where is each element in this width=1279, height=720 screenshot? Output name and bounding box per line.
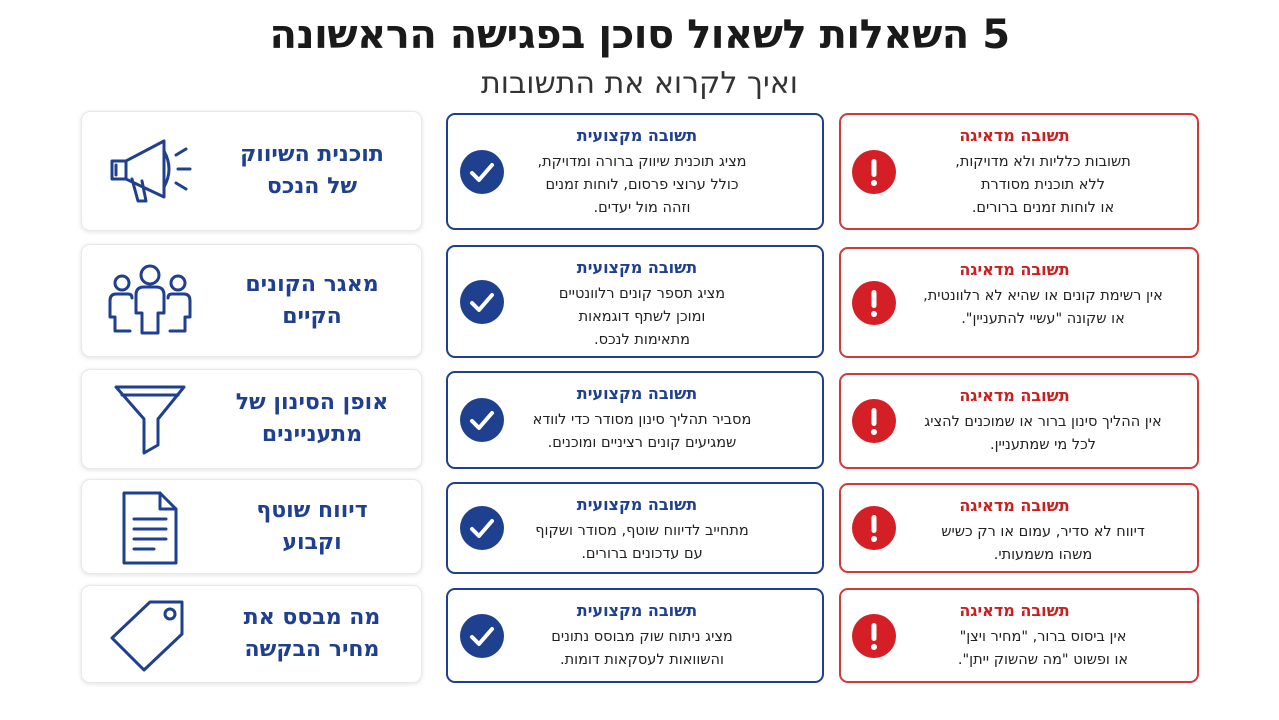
- question-title: דיווח שוטף וקבוע: [256, 497, 368, 555]
- professional-answer-card: [446, 113, 824, 230]
- checkmark-icon: [460, 398, 504, 442]
- checkmark-icon: [460, 280, 504, 324]
- professional-answer-label: תשובה מקצועית: [576, 126, 698, 145]
- professional-answer-text: מתחייב לדיווח שוטף, מסודר ושקוף עם עדכונים ברורים.: [535, 523, 749, 562]
- concerning-answer-card: [839, 373, 1199, 469]
- question-title: מה מבסס את מחיר הבקשה: [243, 605, 381, 662]
- concerning-answer-text: דיווח לא סדיר, עמום או רק כשיש משהו משמעותי.: [941, 524, 1145, 563]
- professional-answer-text: מציג תספר קונים רלוונטיים ומוכן לשתף דוגמאות מתאימות לנכס.: [558, 286, 726, 348]
- checkmark-icon: [460, 150, 504, 194]
- exclamation-icon: [852, 506, 896, 550]
- megaphone-icon: [104, 131, 196, 211]
- question-row: [0, 479, 1279, 575]
- concerning-answer-card: [839, 483, 1199, 573]
- professional-answer-card: [446, 482, 824, 574]
- question-row: [0, 244, 1279, 358]
- concerning-answer-card: [839, 588, 1199, 683]
- question-card: [81, 585, 422, 683]
- professional-answer-card: [446, 245, 824, 358]
- professional-answer-card: [446, 371, 824, 469]
- page-title: 5 השאלות לשאול סוכן בפגישה הראשונה: [269, 12, 1010, 58]
- page-subtitle: ואיך לקרוא את התשובות: [481, 66, 798, 101]
- concerning-answer-text: אין ההליך סינון ברור או שמוכנים להציג לכל מי שמתעניין.: [924, 414, 1162, 453]
- concerning-answer-label: תשובה מדאיגה: [959, 601, 1070, 620]
- price-tag-icon: [104, 594, 196, 674]
- concerning-answer-label: תשובה מדאיגה: [959, 260, 1070, 279]
- question-title: מאגר הקונים הקיים: [245, 271, 379, 329]
- professional-answer-label: תשובה מקצועית: [576, 601, 698, 620]
- exclamation-icon: [852, 281, 896, 325]
- exclamation-icon: [852, 150, 896, 194]
- concerning-answer-label: תשובה מדאיגה: [959, 386, 1070, 405]
- exclamation-icon: [852, 399, 896, 443]
- question-title: אופן הסינון של מתעניינים: [235, 390, 389, 447]
- professional-answer-text: מסביר תהליך סינון מסודר כדי לוודא שמגיעים קונים רציניים ומוכנים.: [532, 412, 752, 451]
- professional-answer-text: מציג תוכנית שיווק ברורה ומדויקת, כולל ערוצי פרסום, לוחות זמנים וזהה מול יעדים.: [537, 154, 747, 216]
- question-row: [0, 111, 1279, 231]
- checkmark-icon: [460, 506, 504, 550]
- concerning-answer-label: תשובה מדאיגה: [959, 126, 1070, 145]
- professional-answer-label: תשובה מקצועית: [576, 258, 698, 277]
- funnel-icon: [104, 379, 196, 459]
- concerning-answer-text: אין ביסוס ברור, "מחיר ויצן" או ופשוט "מה שהשוק ייתן".: [957, 629, 1129, 668]
- people-group-icon: [104, 261, 196, 341]
- exclamation-icon: [852, 614, 896, 658]
- professional-answer-label: תשובה מקצועית: [576, 384, 698, 403]
- checkmark-icon: [460, 614, 504, 658]
- question-card: [81, 111, 422, 231]
- question-row: [0, 369, 1279, 470]
- question-card: [81, 479, 422, 574]
- professional-answer-label: תשובה מקצועית: [576, 495, 698, 514]
- concerning-answer-text: אין רשימת קונים או שהיא לא רלוונטית, או שקונה "עשיי להתעניין".: [923, 288, 1163, 327]
- document-icon: [104, 487, 196, 567]
- professional-answer-card: [446, 588, 824, 683]
- concerning-answer-card: [839, 113, 1199, 230]
- professional-answer-text: מציג ניתוח שוק מבוסס נתונים והשוואות לעסקאות דומות.: [551, 629, 733, 668]
- question-title: תוכנית השיווק של הנכס: [240, 142, 384, 199]
- concerning-answer-card: [839, 247, 1199, 358]
- question-card: [81, 244, 422, 357]
- question-row: [0, 585, 1279, 684]
- concerning-answer-text: תשובות כלליות ולא מדויקות, ללא תוכנית מסודרת או לוחות זמנים ברורים.: [955, 154, 1131, 216]
- question-card: [81, 369, 422, 469]
- concerning-answer-label: תשובה מדאיגה: [959, 496, 1070, 515]
